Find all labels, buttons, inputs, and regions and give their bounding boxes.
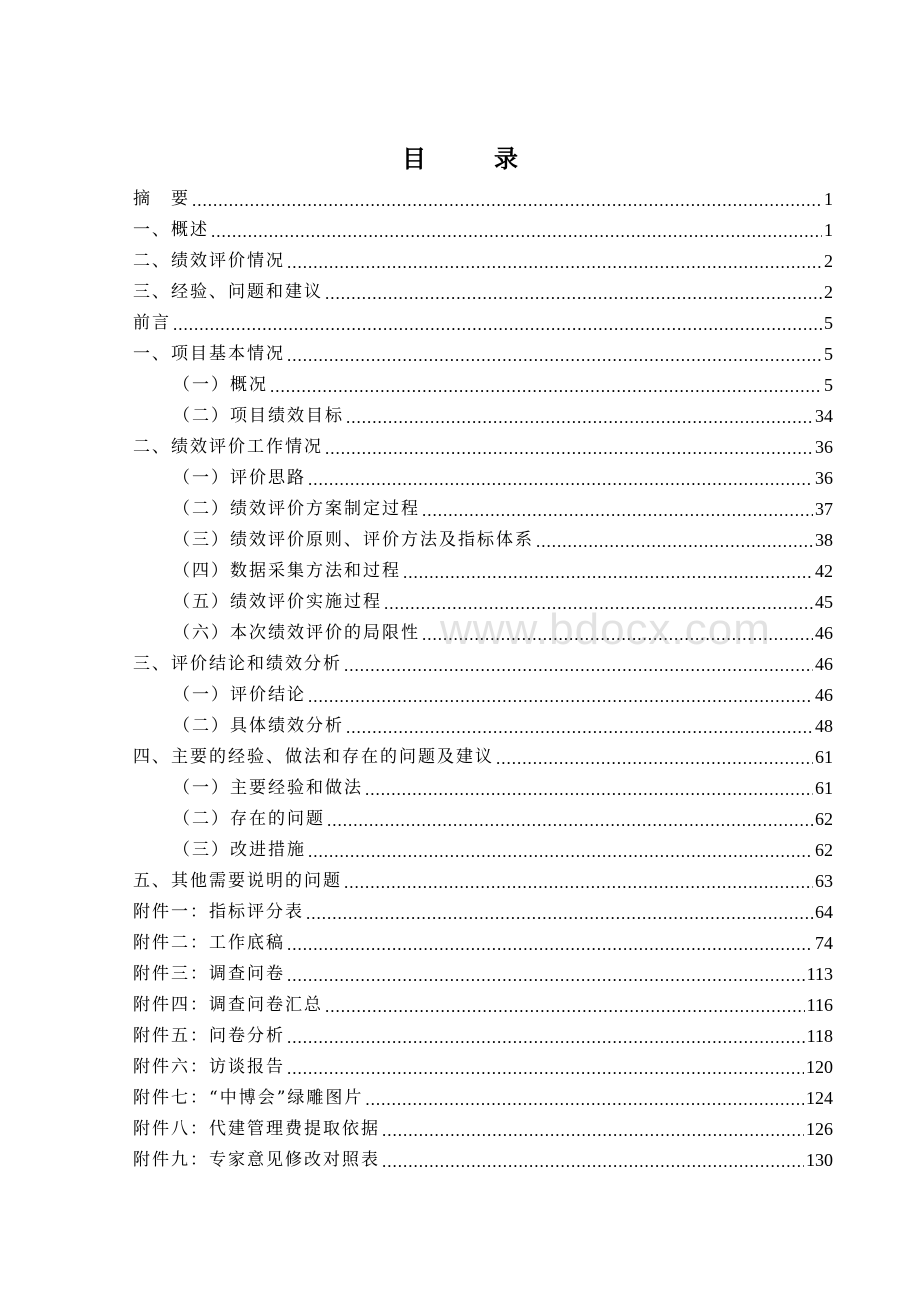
toc-entry[interactable] [133, 308, 833, 339]
toc-entry-page-number: 130 [806, 1150, 833, 1170]
page-title: 目 录 [402, 145, 540, 173]
toc-entry-page-number: 1 [824, 189, 833, 209]
toc-entry-label: （二）具体绩效分析 [173, 716, 344, 736]
toc-entry[interactable] [133, 773, 833, 804]
toc-entry-page-number: 116 [806, 995, 833, 1015]
toc-entry[interactable] [133, 494, 833, 525]
toc-entry-page-number: 38 [815, 530, 833, 550]
toc-entry-page-number: 62 [815, 809, 833, 829]
dot-leader [287, 1028, 805, 1052]
toc-entry[interactable] [133, 959, 833, 990]
toc-entry-page-number: 2 [824, 251, 833, 271]
toc-entry-label: （三）改进措施 [173, 840, 306, 860]
dot-leader [346, 718, 813, 742]
toc-entry[interactable] [133, 246, 833, 277]
toc-entry-label: 附件六：访谈报告 [133, 1057, 285, 1077]
toc-entry-page-number: 34 [815, 406, 833, 426]
dot-leader [536, 532, 813, 556]
toc-entry-page-number: 124 [806, 1088, 833, 1108]
toc-entry-page-number: 1 [824, 220, 833, 240]
toc-entry-page-number: 42 [815, 561, 833, 581]
toc-entry-page-number: 46 [815, 654, 833, 674]
toc-entry-label: 摘 要 [133, 189, 190, 209]
toc-entry[interactable] [133, 277, 833, 308]
toc-entry-label: 附件三：调查问卷 [133, 964, 285, 984]
dot-leader [346, 408, 813, 432]
toc-entry[interactable] [133, 649, 833, 680]
toc-entry-page-number: 118 [806, 1026, 833, 1046]
toc-entry-label: 二、绩效评价工作情况 [133, 437, 323, 457]
toc-entry-page-number: 61 [815, 747, 833, 767]
toc-entry-page-number: 5 [824, 344, 833, 364]
toc-entry-page-number: 48 [815, 716, 833, 736]
toc-entry[interactable] [133, 990, 833, 1021]
dot-leader [287, 346, 822, 370]
toc-entry[interactable] [133, 866, 833, 897]
toc-entry-page-number: 37 [815, 499, 833, 519]
toc-entry-page-number: 46 [815, 623, 833, 643]
dot-leader [382, 1121, 804, 1145]
dot-leader [325, 439, 813, 463]
toc-entry-label: 二、绩效评价情况 [133, 251, 285, 271]
dot-leader [344, 656, 813, 680]
toc-entry-page-number: 63 [815, 871, 833, 891]
dot-leader [287, 253, 822, 277]
toc-entry[interactable] [133, 556, 833, 587]
dot-leader [365, 780, 813, 804]
toc-entry[interactable] [133, 1052, 833, 1083]
table-of-contents [133, 184, 833, 1176]
toc-entry-page-number: 113 [806, 964, 833, 984]
toc-entry-page-number: 2 [824, 282, 833, 302]
toc-entry-page-number: 46 [815, 685, 833, 705]
dot-leader [325, 284, 822, 308]
toc-entry-page-number: 45 [815, 592, 833, 612]
toc-entry[interactable] [133, 680, 833, 711]
dot-leader [287, 966, 805, 990]
dot-leader [211, 222, 822, 246]
toc-entry-page-number: 36 [815, 437, 833, 457]
dot-leader [325, 997, 805, 1021]
toc-entry[interactable] [133, 184, 833, 215]
toc-entry-label: （三）绩效评价原则、评价方法及指标体系 [173, 530, 534, 550]
toc-entry-page-number: 64 [815, 902, 833, 922]
toc-entry[interactable] [133, 1114, 833, 1145]
toc-entry-label: 附件五：问卷分析 [133, 1026, 285, 1046]
toc-entry[interactable] [133, 1145, 833, 1176]
toc-entry-page-number: 126 [806, 1119, 833, 1139]
toc-entry-label: （一）主要经验和做法 [173, 778, 363, 798]
toc-entry-label: （二）项目绩效目标 [173, 406, 344, 426]
dot-leader [403, 563, 813, 587]
dot-leader [422, 501, 813, 525]
dot-leader [344, 873, 813, 897]
dot-leader [192, 191, 822, 215]
dot-leader [308, 842, 813, 866]
toc-entry[interactable] [133, 432, 833, 463]
toc-entry[interactable] [133, 215, 833, 246]
toc-entry-label: 附件七：“中博会”绿雕图片 [133, 1088, 364, 1108]
toc-entry-page-number: 5 [824, 313, 833, 333]
toc-entry-label: 附件四：调查问卷汇总 [133, 995, 323, 1015]
toc-entry-label: （二）存在的问题 [173, 809, 325, 829]
toc-entry[interactable] [133, 525, 833, 556]
toc-entry-label: 三、评价结论和绩效分析 [133, 654, 342, 674]
toc-entry-page-number: 62 [815, 840, 833, 860]
toc-entry-label: （一）评价结论 [173, 685, 306, 705]
dot-leader [306, 904, 813, 928]
toc-entry[interactable] [133, 928, 833, 959]
toc-entry[interactable] [133, 618, 833, 649]
toc-entry-label: 附件九：专家意见修改对照表 [133, 1150, 380, 1170]
toc-entry-page-number: 36 [815, 468, 833, 488]
toc-entry-page-number: 74 [815, 933, 833, 953]
toc-entry-label: 附件八：代建管理费提取依据 [133, 1119, 380, 1139]
toc-entry-page-number: 61 [815, 778, 833, 798]
toc-entry[interactable] [133, 835, 833, 866]
toc-entry[interactable] [133, 1021, 833, 1052]
toc-entry[interactable] [133, 1083, 833, 1114]
toc-entry-label: 三、经验、问题和建议 [133, 282, 323, 302]
dot-leader [382, 1152, 804, 1176]
dot-leader [384, 594, 813, 618]
toc-entry-label: （六）本次绩效评价的局限性 [173, 623, 420, 643]
toc-entry[interactable] [133, 401, 833, 432]
toc-entry-label: （二）绩效评价方案制定过程 [173, 499, 420, 519]
toc-entry[interactable] [133, 587, 833, 618]
dot-leader [173, 315, 822, 339]
toc-entry[interactable] [133, 370, 833, 401]
toc-entry-label: （一）评价思路 [173, 468, 306, 488]
toc-entry-label: 附件二：工作底稿 [133, 933, 285, 953]
dot-leader [308, 687, 813, 711]
dot-leader [327, 811, 813, 835]
toc-entry[interactable] [133, 897, 833, 928]
toc-entry-label: 四、主要的经验、做法和存在的问题及建议 [133, 747, 494, 767]
toc-entry-label: （四）数据采集方法和过程 [173, 561, 401, 581]
dot-leader [308, 470, 813, 494]
toc-entry-page-number: 5 [824, 375, 833, 395]
toc-entry[interactable] [133, 804, 833, 835]
toc-entry-label: 五、其他需要说明的问题 [133, 871, 342, 891]
toc-entry-page-number: 120 [806, 1057, 833, 1077]
toc-entry-label: （五）绩效评价实施过程 [173, 592, 382, 612]
toc-entry-label: 一、概述 [133, 220, 209, 240]
dot-leader [365, 1090, 804, 1114]
toc-entry-label: （一）概况 [173, 375, 268, 395]
dot-leader [287, 935, 813, 959]
toc-entry[interactable] [133, 463, 833, 494]
toc-entry[interactable] [133, 742, 833, 773]
toc-entry-label: 前言 [133, 313, 171, 333]
dot-leader [422, 625, 813, 649]
toc-entry[interactable] [133, 711, 833, 742]
toc-entry-label: 附件一：指标评分表 [133, 902, 304, 922]
dot-leader [287, 1059, 804, 1083]
dot-leader [496, 749, 813, 773]
toc-entry[interactable] [133, 339, 833, 370]
dot-leader [270, 377, 822, 401]
watermark: www.bdocx.com [440, 605, 771, 654]
toc-entry-label: 一、项目基本情况 [133, 344, 285, 364]
